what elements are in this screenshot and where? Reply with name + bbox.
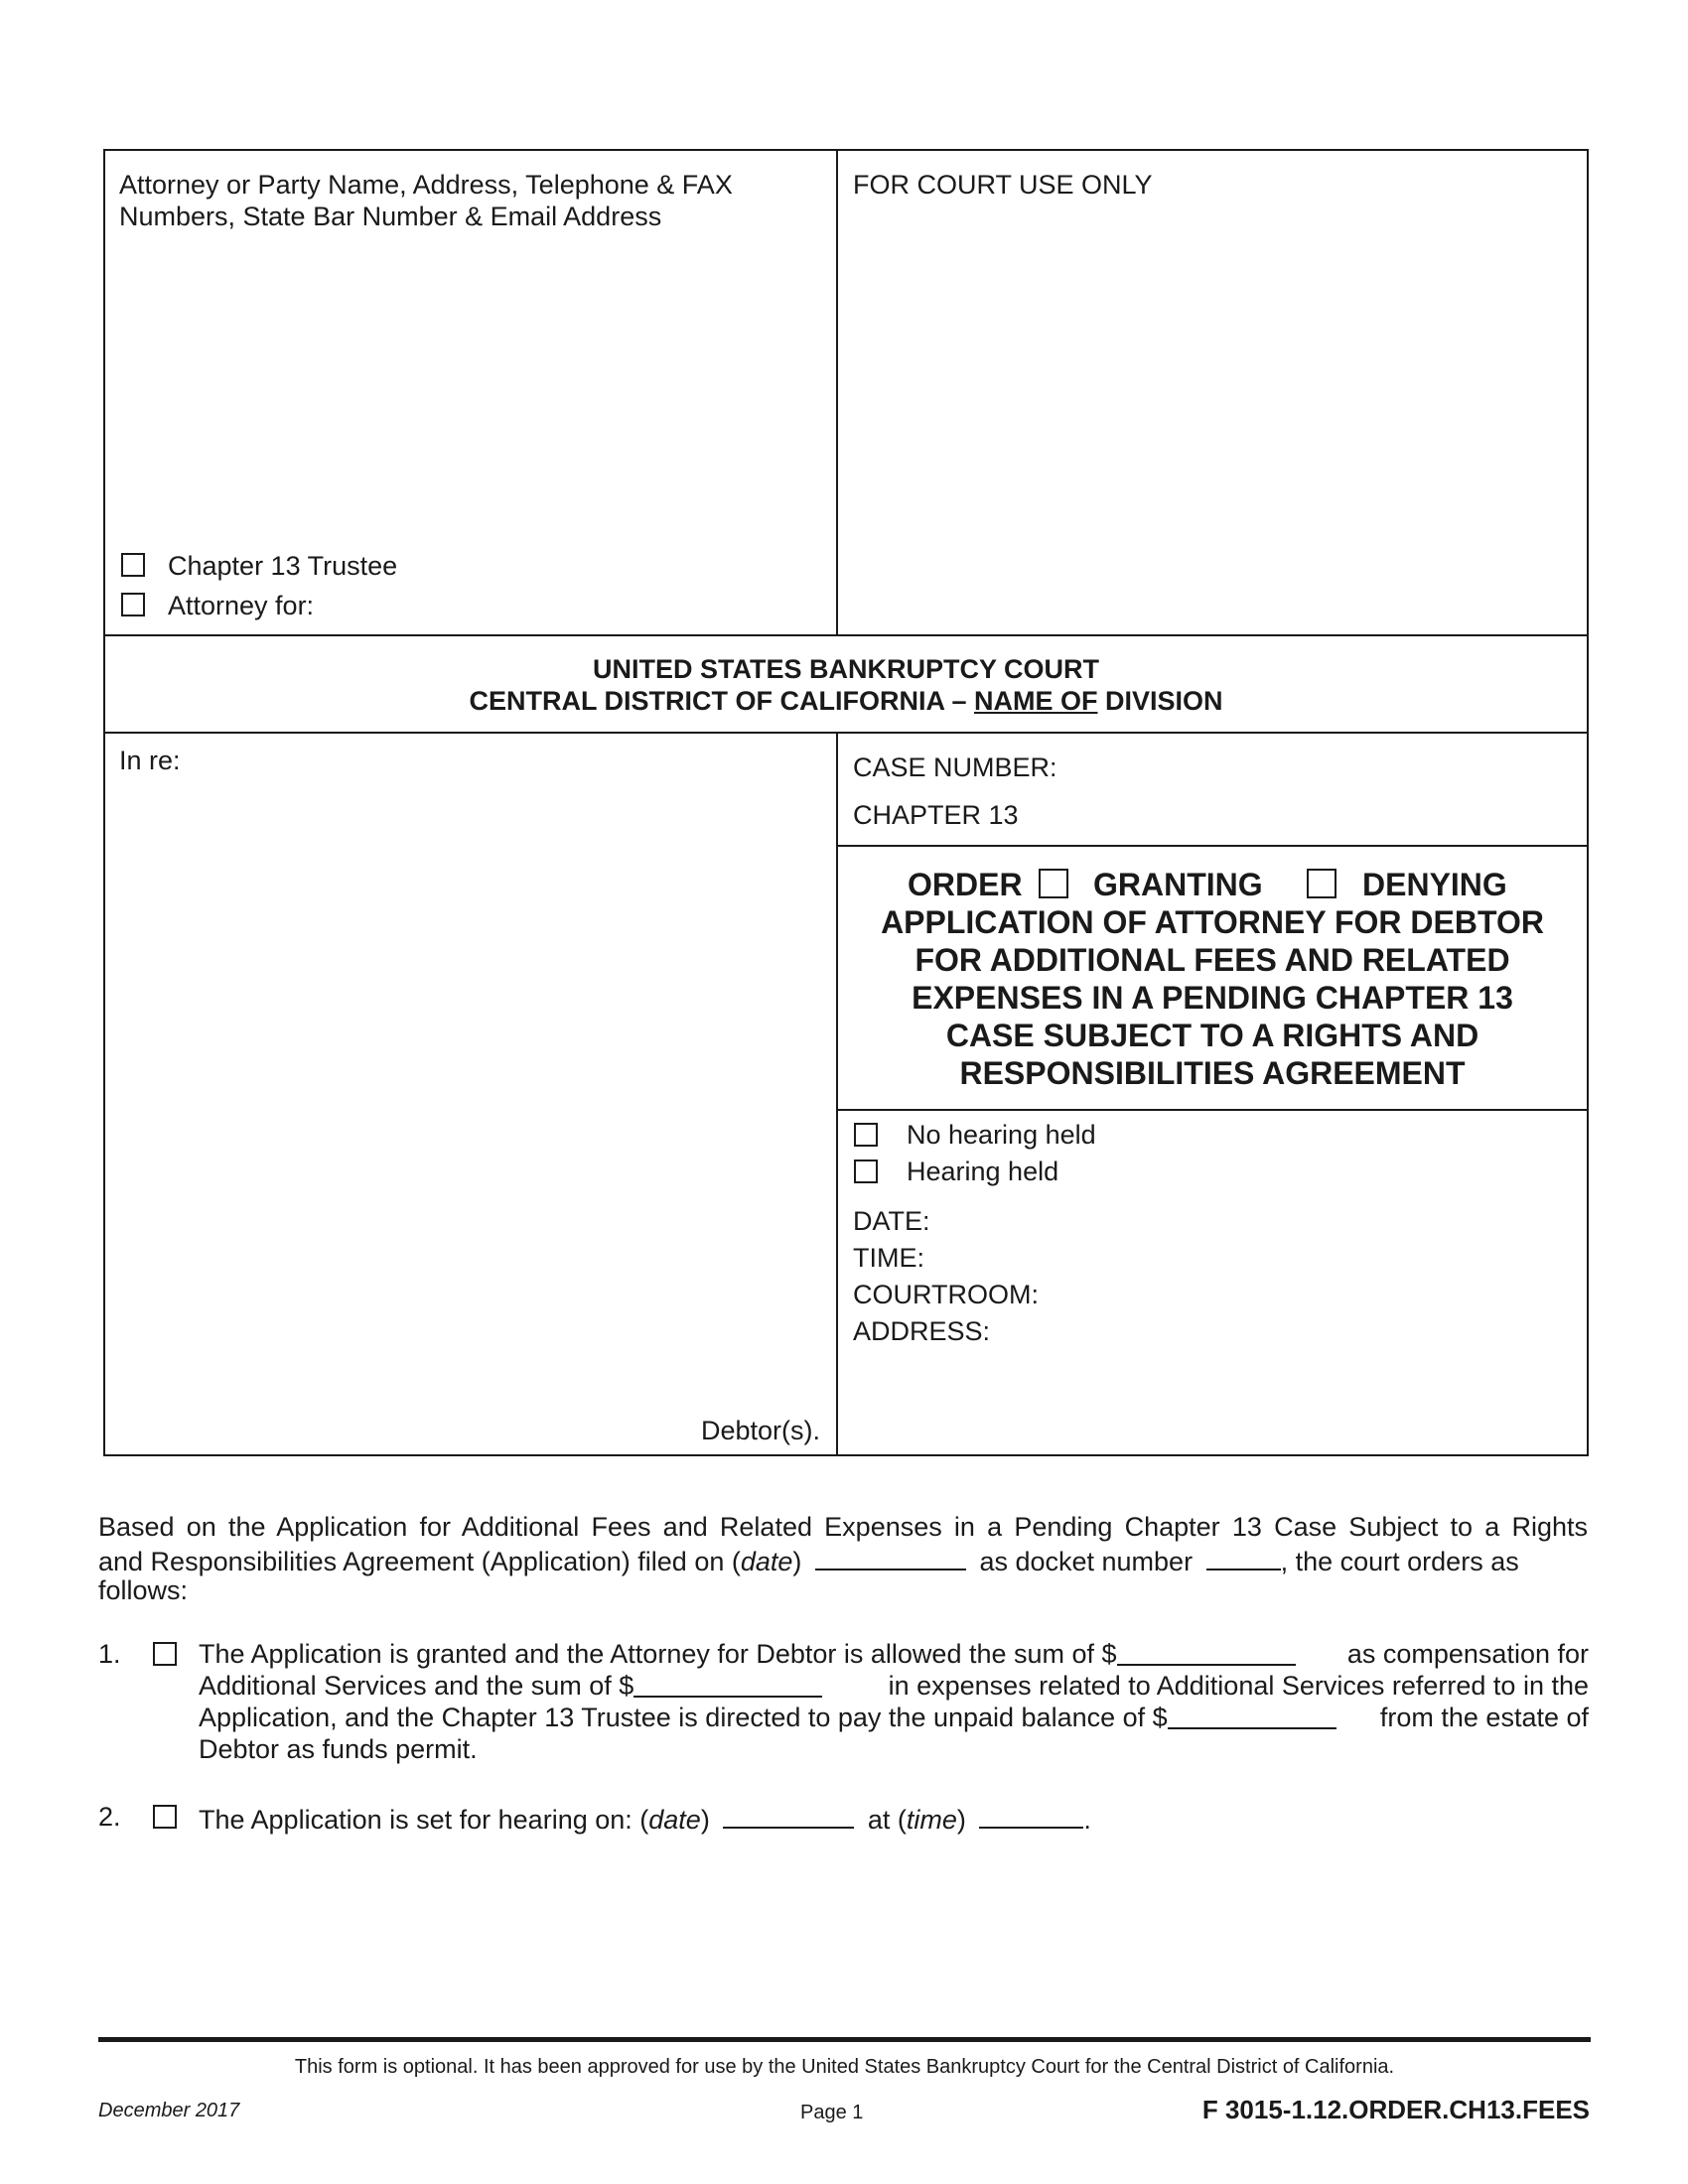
item2-checkbox[interactable] [153, 1805, 177, 1829]
item1-line3: Application, and the Chapter 13 Trustee is directed to pay the unpaid balance of $ from the estate of [199, 1703, 1589, 1732]
item2-line: The Application is set for hearing on: (date) at (time) . [199, 1801, 1091, 1836]
order-title-line-5: RESPONSIBILITIES AGREEMENT [959, 1055, 1466, 1091]
item1-number: 1. [98, 1639, 121, 1669]
no-hearing-label: No hearing held [907, 1120, 1096, 1150]
case-number-label: CASE NUMBER: [853, 752, 1057, 782]
order-word: ORDER [908, 867, 1023, 902]
item2-number: 2. [98, 1802, 121, 1832]
order-title-line-1: APPLICATION OF ATTORNEY FOR DEBTOR [881, 904, 1544, 940]
filed-date-blank[interactable] [815, 1543, 966, 1570]
unpaid-balance-blank[interactable] [1168, 1702, 1336, 1729]
hearing-time-label: TIME: [853, 1243, 924, 1273]
intro-line2: and Responsibilities Agreement (Application) filed on (date) as docket number , the court orders as [98, 1543, 1519, 1577]
footer-optional-note: This form is optional. It has been approved for use by the United States Bankruptcy Court for the Central District of California. [294, 2056, 1395, 2078]
division-name-placeholder: NAME OF [973, 686, 1098, 716]
compensation-amount-blank[interactable] [1117, 1638, 1296, 1666]
in-re-box [103, 732, 838, 1456]
item1-line2: Additional Services and the sum of $ in expenses related to Additional Services referred to in the [199, 1671, 1589, 1701]
attorney-label-line2: Numbers, State Bar Number & Email Address [119, 202, 662, 231]
order-title-line-3: EXPENSES IN A PENDING CHAPTER 13 [912, 980, 1513, 1016]
debtors-label: Debtor(s). [701, 1416, 821, 1445]
item1-line1: The Application is granted and the Attorney for Debtor is allowed the sum of $ as compensation for [199, 1639, 1589, 1669]
attorney-for-label: Attorney for: [168, 591, 315, 620]
chapter13-trustee-label: Chapter 13 Trustee [168, 551, 398, 581]
order-title-line-4: CASE SUBJECT TO A RIGHTS AND [945, 1018, 1479, 1053]
footer-form-number: F 3015-1.12.ORDER.CH13.FEES [1201, 2095, 1590, 2124]
intro-line3: follows: [98, 1575, 189, 1605]
expenses-amount-blank[interactable] [633, 1670, 822, 1698]
hearing-date-label: DATE: [853, 1206, 930, 1236]
footer-date: December 2017 [98, 2100, 240, 2121]
granting-checkbox[interactable] [1039, 869, 1068, 898]
item1-line4: Debtor as funds permit. [199, 1734, 478, 1764]
hearing-date-blank[interactable] [723, 1801, 854, 1829]
intro-line1: Based on the Application for Additional Fees and Related Expenses in a Pending Chapter 13 Case Subject to a Rights [98, 1512, 1588, 1542]
chapter13-trustee-checkbox[interactable] [121, 553, 145, 577]
order-title-row1 [836, 866, 1589, 905]
footer-page: Page 1 [800, 2102, 864, 2123]
granting-word: GRANTING [1093, 867, 1263, 902]
hearing-courtroom-label: COURTROOM: [853, 1280, 1039, 1309]
chapter-label: CHAPTER 13 [853, 800, 1019, 830]
in-re-label: In re: [119, 746, 181, 775]
hearing-held-label: Hearing held [907, 1157, 1059, 1186]
denying-checkbox[interactable] [1307, 869, 1336, 898]
attorney-for-checkbox[interactable] [121, 593, 145, 616]
denying-word: DENYING [1362, 867, 1507, 902]
footer-rule [98, 2037, 1591, 2042]
court-use-only-label: FOR COURT USE ONLY [853, 170, 1153, 200]
court-use-box [836, 149, 1589, 636]
no-hearing-checkbox[interactable] [854, 1123, 878, 1147]
order-title-line-2: FOR ADDITIONAL FEES AND RELATED [914, 942, 1510, 978]
attorney-label-line1: Attorney or Party Name, Address, Telephone & FAX [119, 170, 733, 200]
court-name-line2: CENTRAL DISTRICT OF CALIFORNIA – NAME OF DIVISION [469, 686, 1223, 716]
hearing-held-checkbox[interactable] [854, 1160, 878, 1183]
court-name-line1: UNITED STATES BANKRUPTCY COURT [592, 654, 1099, 684]
docket-number-blank[interactable] [1206, 1543, 1281, 1570]
item1-checkbox[interactable] [153, 1642, 177, 1666]
hearing-time-blank[interactable] [979, 1801, 1083, 1829]
hearing-address-label: ADDRESS: [853, 1316, 991, 1346]
